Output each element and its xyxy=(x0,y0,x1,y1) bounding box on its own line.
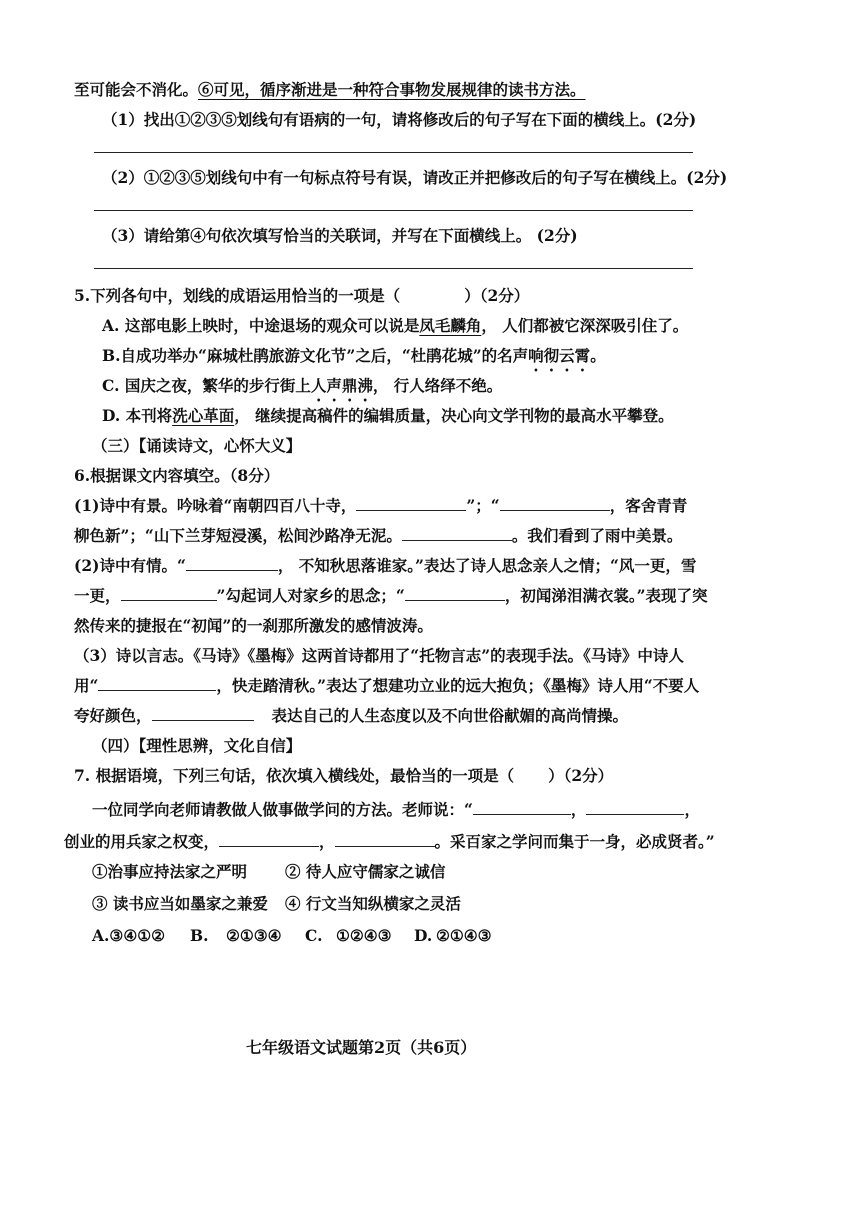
fill-blank[interactable] xyxy=(405,586,505,601)
q7-option-1: ①治事应持法家之严明 xyxy=(92,862,248,881)
q7-choice-c[interactable]: ①②④③ xyxy=(336,926,392,945)
q7-stem: 7. 根据语境，下列三句话，依次填入横线处，最恰当的一项是（ ）（2分） xyxy=(74,766,614,785)
fill-blank[interactable] xyxy=(335,832,435,847)
q7-choice-a[interactable]: A.③④①② xyxy=(92,926,166,945)
idiom-b: 响彻云霄 xyxy=(528,346,591,365)
q5-option-d: D. 本刊将洗心革面， 继续提高稿件的编辑质量，决心向文学刊物的最高水平攀登。 xyxy=(102,406,674,425)
fill-blank[interactable] xyxy=(402,526,512,541)
fill-blank[interactable] xyxy=(152,706,254,721)
q7-choice-c-label[interactable]: C. xyxy=(305,926,323,945)
q6-p1-line2: 柳色新”；“山下兰芽短浸溪，松间沙路净无泥。 。我们看到了雨中美景。 xyxy=(74,526,683,545)
fill-blank[interactable] xyxy=(356,496,466,511)
q7-context-line1: 一位同学向老师请教做人做事做学问的方法。老师说：“ ， ， xyxy=(92,800,700,819)
q6-p2-line2: 一更， ”勾起词人对家乡的思念；“ ，初闻涕泪满衣裳。”表现了突 xyxy=(74,586,708,605)
idiom-a: 凤毛麟角 xyxy=(419,316,482,335)
q5-option-c: C. 国庆之夜，繁华的步行街上人声鼎沸， 行人络绎不绝。 xyxy=(102,376,503,395)
section-3-heading: （三）【诵读诗文，心怀大义】 xyxy=(92,436,302,455)
q4-sub1: （1）找出①②③⑤划线句有语病的一句，请将修改后的句子写在下面的横线上。(2分) xyxy=(102,110,697,129)
answer-line-3[interactable] xyxy=(94,268,693,269)
fill-blank[interactable] xyxy=(186,556,278,571)
q5-option-a: A. 这部电影上映时，中途退场的观众可以说是凤毛麟角， 人们都被它深深吸引住了。 xyxy=(102,316,689,335)
section-4-heading: （四）【理性思辨，文化自信】 xyxy=(92,736,302,755)
answer-line-1[interactable] xyxy=(94,152,693,153)
q4-cont-text: 至可能会不消化。 xyxy=(74,80,199,99)
q4-sub2: （2）①②③⑤划线句中有一句标点符号有误，请改正并把修改后的句子写在横线上。(2分) xyxy=(102,168,728,187)
q6-stem: 6.根据课文内容填空。（8分） xyxy=(74,466,280,485)
fill-blank[interactable] xyxy=(500,496,610,511)
answer-line-2[interactable] xyxy=(94,210,693,211)
idiom-d: 洗心革面 xyxy=(172,406,235,425)
q6-p1-line1: (1)诗中有景。吟咏着“南朝四百八十寺， ”；“ ，客舍青青 xyxy=(74,496,688,515)
q7-option-4: ④ 行文当知纵横家之灵活 xyxy=(285,894,461,913)
q5-option-b: B.自成功举办“麻城杜鹃旅游文化节”之后，“杜鹃花城”的名声响彻云霄。 xyxy=(102,346,606,365)
q6-p2-line1: (2)诗中有情。“ ， 不知秋思落谁家。”表达了诗人思念亲人之情；“风一更，雪 xyxy=(74,556,697,575)
idiom-c: 人声鼎沸 xyxy=(310,376,373,395)
q7-option-3: ③ 读书应当如墨家之兼爱 xyxy=(92,894,268,913)
q7-context-line2: 创业的用兵家之权变， ， 。采百家之学问而集于一身，必成贤者。” xyxy=(64,832,715,851)
q6-p3-line2: 用“ ，快走踏清秋。”表达了想建功立业的远大抱负；《墨梅》诗人用“不要人 xyxy=(74,676,700,695)
fill-blank[interactable] xyxy=(219,832,319,847)
fill-blank[interactable] xyxy=(121,586,217,601)
q4-continuation xyxy=(74,80,586,100)
q7-option-2: ② 待人应守儒家之诚信 xyxy=(285,862,446,881)
q7-choice-d[interactable]: ②①④③ xyxy=(436,926,492,945)
page-footer: 七年级语文试题第2页（共6页） xyxy=(246,1038,477,1057)
q7-choice-b-label[interactable]: B. xyxy=(190,926,209,945)
fill-blank[interactable] xyxy=(98,676,216,691)
q4-underlined-sentence: ⑥可见，循序渐进是一种符合事物发展规律的读书方法。 xyxy=(198,80,586,99)
fill-blank[interactable] xyxy=(473,800,571,815)
q7-choice-b[interactable]: ②①③④ xyxy=(226,926,282,945)
q4-sub3: （3）请给第④句依次填写恰当的关联词，并写在下面横线上。 (2分) xyxy=(102,226,578,245)
q6-p3-line1: （3）诗以言志。《马诗》《墨梅》这两首诗都用了“托物言志”的表现手法。《马诗》中诗人 xyxy=(74,646,684,665)
fill-blank[interactable] xyxy=(586,800,684,815)
q6-p2-line3: 然传来的捷报在“初闻”的一刹那所激发的感情波涛。 xyxy=(74,616,433,635)
q5-stem: 5.下列各句中，划线的成语运用恰当的一项是（ ）（2分） xyxy=(74,286,530,305)
q7-choice-d-label[interactable]: D. xyxy=(414,926,433,945)
q6-p3-line3: 夸好颜色， 表达自己的人生态度以及不向世俗献媚的高尚情操。 xyxy=(74,706,629,725)
